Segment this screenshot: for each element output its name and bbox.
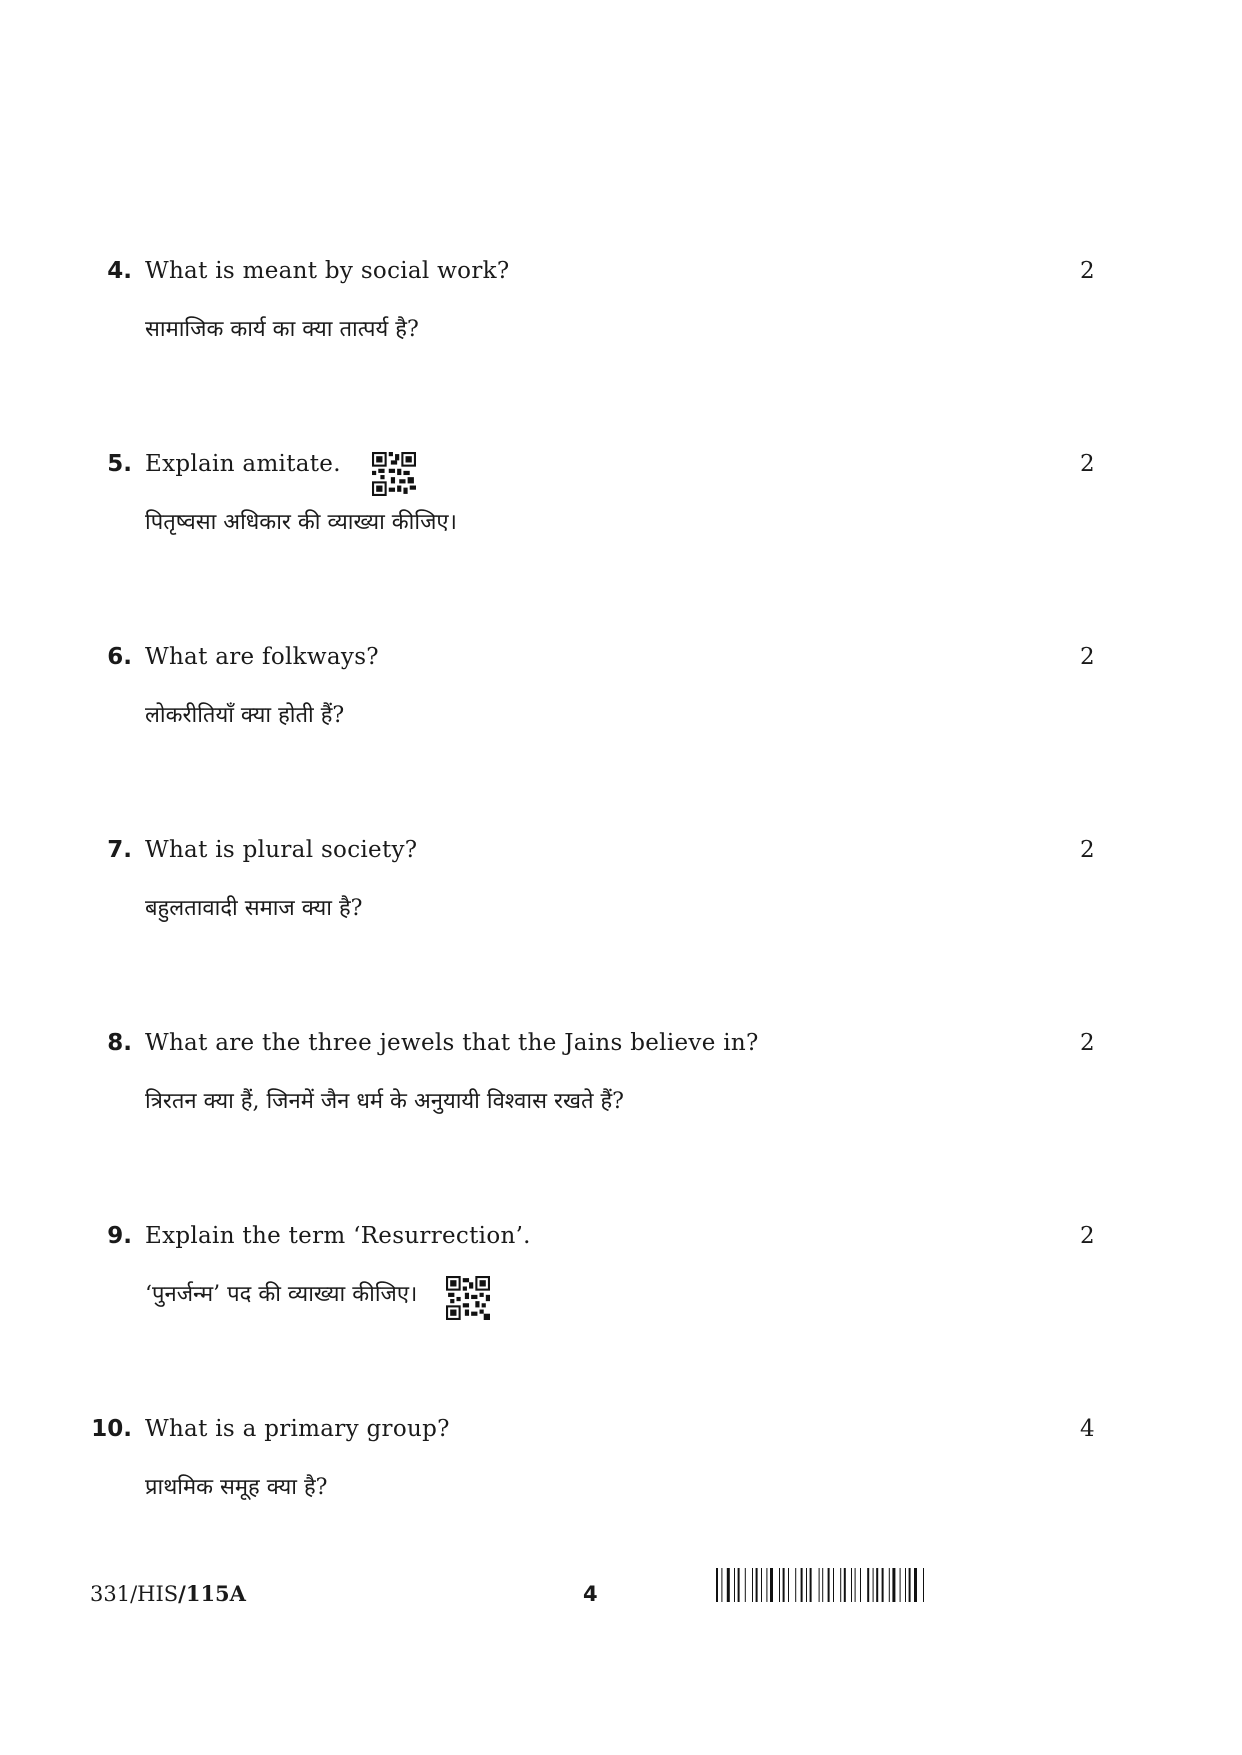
question-text-english: What are folkways? (145, 644, 379, 670)
question-8 (0, 1028, 1242, 1158)
question-text-hindi: प्राथमिक समूह क्या है? (145, 1475, 328, 1500)
question-text-english: What is plural society? (145, 837, 418, 863)
question-marks: 2 (1080, 258, 1095, 284)
question-text-hindi: सामाजिक कार्य का क्या तात्पर्य है? (145, 317, 419, 342)
question-marks: 4 (1080, 1416, 1095, 1442)
question-marks: 2 (1080, 837, 1095, 863)
question-6 (0, 642, 1242, 772)
question-text-english: What is a primary group? (145, 1416, 450, 1442)
question-number: 5. (107, 451, 132, 477)
question-text-hindi: पितृष्वसा अधिकार की व्याख्या कीजिए। (145, 510, 457, 535)
question-marks: 2 (1080, 1030, 1095, 1056)
question-number: 10. (91, 1416, 132, 1442)
question-5 (0, 449, 1242, 579)
question-marks: 2 (1080, 451, 1095, 477)
question-text-english: What is meant by social work? (145, 258, 510, 284)
paper-code-suffix: /115A (178, 1581, 246, 1606)
question-text-english: What are the three jewels that the Jains believe in? (145, 1030, 759, 1056)
question-text-hindi: त्रिरतन क्या हैं, जिनमें जैन धर्म के अनुयायी विश्वास रखते हैं? (145, 1089, 624, 1114)
question-10 (0, 1414, 1242, 1544)
question-7 (0, 835, 1242, 965)
barcode-icon (716, 1568, 991, 1602)
question-text-hindi: लोकरीतियाँ क्या होती हैं? (145, 703, 345, 728)
page-number: 4 (583, 1582, 598, 1606)
question-number: 7. (107, 837, 132, 863)
paper-code (90, 1580, 246, 1608)
question-text-hindi: ‘पुनर्जन्म’ पद की व्याख्या कीजिए। (145, 1282, 418, 1307)
question-text-english: Explain the term ‘Resurrection’. (145, 1223, 531, 1249)
question-9 (0, 1221, 1242, 1351)
question-text-hindi: बहुलतावादी समाज क्या है? (145, 896, 363, 921)
question-4 (0, 256, 1242, 386)
paper-code-prefix: 331/HIS (90, 1582, 179, 1606)
question-number: 6. (107, 644, 132, 670)
question-marks: 2 (1080, 644, 1095, 670)
question-number: 4. (107, 258, 132, 284)
question-number: 9. (107, 1223, 132, 1249)
question-text-english: Explain amitate. (145, 451, 341, 477)
qr-code-icon (372, 452, 416, 496)
qr-code-icon (446, 1276, 490, 1320)
question-marks: 2 (1080, 1223, 1095, 1249)
question-number: 8. (107, 1030, 132, 1056)
